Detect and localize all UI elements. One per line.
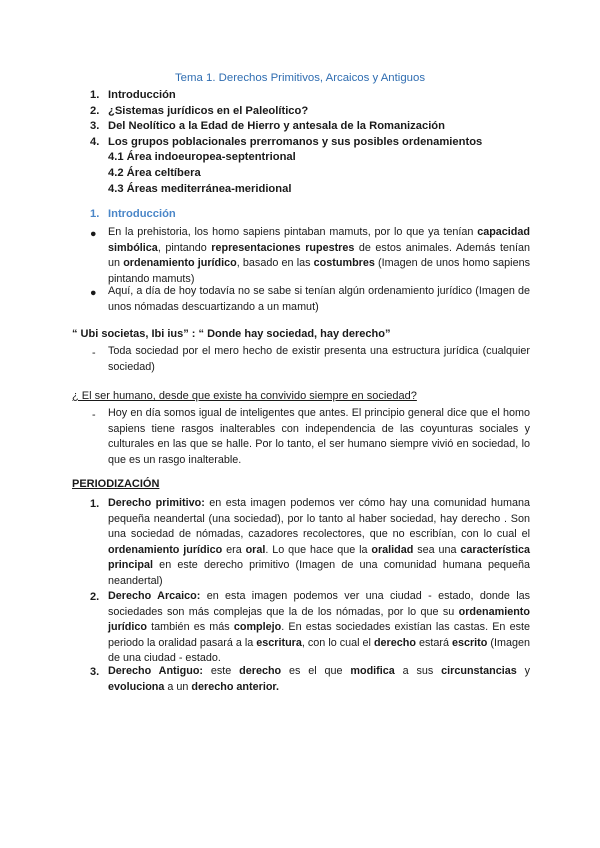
question-heading: ¿ El ser humano, desde que existe ha convivido siempre en sociedad? <box>72 390 417 402</box>
toc-item <box>90 135 482 151</box>
toc-label: ¿Sistemas jurídicos en el Paleolítico? <box>108 104 309 117</box>
section-number: 1. <box>90 208 100 220</box>
period-number: 2. <box>90 591 100 603</box>
toc-item <box>90 104 482 120</box>
dash-marker: - <box>92 409 96 421</box>
bullet-icon: ● <box>90 228 97 240</box>
period-derecho-arcaico: Derecho Arcaico: en esta imagen podemos ver una ciudad - estado, donde las sociedades son más complejas que la de los nómadas, por lo que su ordenamiento jurídico también es más complejo. En estas sociedades existían las castas. En este periodo la oralidad pasará a la escritura, con lo cual el derecho estará escrito (Imagen de una ciudad - estado. <box>108 590 530 665</box>
toc-subitem: 4.2 Área celtíbera <box>108 166 201 179</box>
period-derecho-antiguo: Derecho Antiguo: este derecho es el que modifica a sus circunstancias y evoluciona a un derecho anterior. <box>108 665 531 693</box>
toc-item <box>90 88 482 104</box>
dash-marker: - <box>92 347 96 359</box>
toc-number: 2. <box>90 104 100 117</box>
question-answer: Hoy en día somos igual de inteligentes que antes. El principio general dice que el homo sapiens tiene rasgos inalterables con independencia de las coyunturas sociales y culturales en las que se halle. Por lo tanto, el ser humano siempre vivió en sociedad, lo que es un rasgo inalterable. <box>108 407 530 466</box>
toc-subitem: 4.3 Áreas mediterránea-meridional <box>108 182 292 195</box>
toc-label: Introducción <box>108 89 176 101</box>
period-derecho-primitivo: Derecho primitivo: en esta imagen podemos ver cómo hay una comunidad humana pequeña neandertal (una sociedad), por lo tanto al haber sociedad, hay derecho . Son una sociedad de nómadas, cazadores recolectores, que no escribían, con lo cual el ordenamiento jurídico era oral. Lo que hace que la oralidad sea una característica principal en este derecho primitivo (Imagen de una comunidad humana pequeña neandertal) <box>108 497 531 587</box>
period-number: 1. <box>90 498 100 510</box>
toc-label: Los grupos poblacionales prerromanos y sus posibles ordenamientos <box>108 135 483 148</box>
toc-subitem: 4.1 Área indoeuropea-septentrional <box>108 151 296 164</box>
document-title: Tema 1. Derechos Primitivos, Arcaicos y Antiguos <box>174 72 426 84</box>
toc-number: 3. <box>90 120 100 133</box>
period-number: 3. <box>90 666 100 678</box>
toc-item <box>90 119 482 135</box>
periodizacion-heading: PERIODIZACIÓN <box>72 478 160 490</box>
table-of-contents <box>90 88 482 197</box>
section-heading-introduccion <box>90 208 176 220</box>
toc-label: Del Neolítico a la Edad de Hierro y antesala de la Romanización <box>108 120 445 133</box>
bullet-icon: ● <box>90 287 97 299</box>
quote-explanation: Toda sociedad por el mero hecho de existir presenta una estructura jurídica (cualquier sociedad) <box>108 345 530 373</box>
intro-bullet-1: En la prehistoria, los homo sapiens pintaban mamuts, por lo que ya tenían capacidad simbólica, pintando representaciones rupestres de estos animales. Además tenían un ordenamiento jurídico, basado en las costumbres (Imagen de unos homo sapiens pintando mamuts) <box>108 226 530 285</box>
toc-number: 1. <box>90 89 100 101</box>
latin-quote: “ Ubi societas, Ibi ius” : “ Donde hay sociedad, hay derecho” <box>72 328 391 340</box>
intro-bullet-2: Aquí, a día de hoy todavía no se sabe si tenían algún ordenamiento jurídico (Imagen de unos nómadas descuartizando a un mamut) <box>108 285 530 313</box>
section-label: Introducción <box>108 208 176 220</box>
toc-number: 4. <box>90 135 100 148</box>
